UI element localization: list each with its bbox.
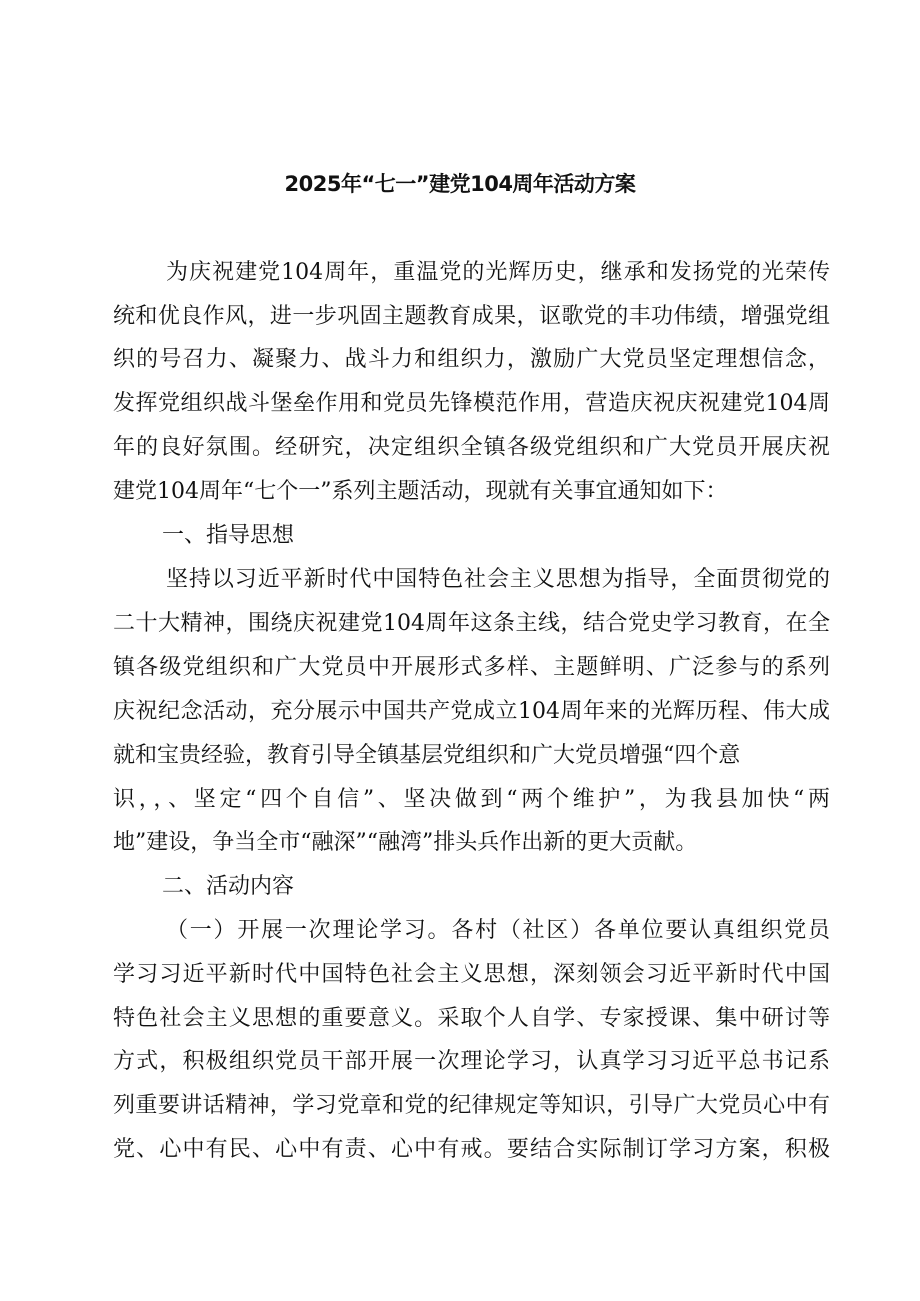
section2-line: 学习习近平新时代中国特色社会主义思想，深刻领会习近平新时代中国 [113, 962, 830, 987]
intro-line: 建党104周年“七个一”系列主题活动，现就有关事宜通知如下： [113, 479, 728, 504]
section2-line: 列重要讲话精神，学习党章和党的纪律规定等知识，引导广大党员心中有 [113, 1093, 830, 1118]
intro-line: 统和优良作风，进一步巩固主题教育成果，讴歌党的丰功伟绩，增强党组 [113, 304, 830, 329]
section2-line: （一）开展一次理论学习。各村（社区）各单位要认真组织党员 [166, 918, 830, 943]
section2-line: 特色社会主义思想的重要意义。采取个人自学、专家授课、集中研讨等 [113, 1006, 830, 1031]
section1-line: 就和宝贵经验，教育引导全镇基层党组织和广大党员增强“四个意 [113, 743, 741, 768]
section2-line: 党、心中有民、心中有责、心中有戒。要结合实际制订学习方案，积极 [113, 1137, 830, 1162]
intro-line: 年的良好氛围。经研究，决定组织全镇各级党组织和广大党员开展庆祝 [113, 435, 830, 460]
intro-line: 织的号召力、凝聚力、战斗力和组织力，激励广大党员坚定理想信念， [113, 347, 830, 372]
section1-line: 庆祝纪念活动，充分展示中国共产党成立104周年来的光辉历程、伟大成 [113, 699, 830, 724]
section1-line: 坚持以习近平新时代中国特色社会主义思想为指导，全面贯彻党的 [166, 567, 830, 592]
section2-line: 方式，积极组织党员干部开展一次理论学习，认真学习习近平总书记系 [113, 1049, 830, 1074]
intro-line: 发挥党组织战斗堡垒作用和党员先锋模范作用，营造庆祝庆祝建党104周 [113, 391, 830, 416]
document-title: 2025年“七一”建党104周年活动方案 [284, 172, 636, 196]
section1-line: 二十大精神，围绕庆祝建党104周年这条主线，结合党史学习教育，在全 [113, 611, 830, 636]
section-heading-activity-content: 二、活动内容 [162, 874, 295, 899]
intro-line: 为庆祝建党104周年，重温党的光辉历史，继承和发扬党的光荣传 [166, 260, 830, 285]
section1-line: 地”建设，争当全市“融深”“融湾”排头兵作出新的更大贡献。 [113, 830, 698, 855]
section1-line: 识，，、坚定“四个自信”、坚决做到“两个维护”，为我县加快“两 [113, 787, 830, 812]
section1-line: 镇各级党组织和广大党员中开展形式多样、主题鲜明、广泛参与的系列 [113, 655, 830, 680]
section-heading-guiding-ideology: 一、指导思想 [162, 523, 295, 548]
